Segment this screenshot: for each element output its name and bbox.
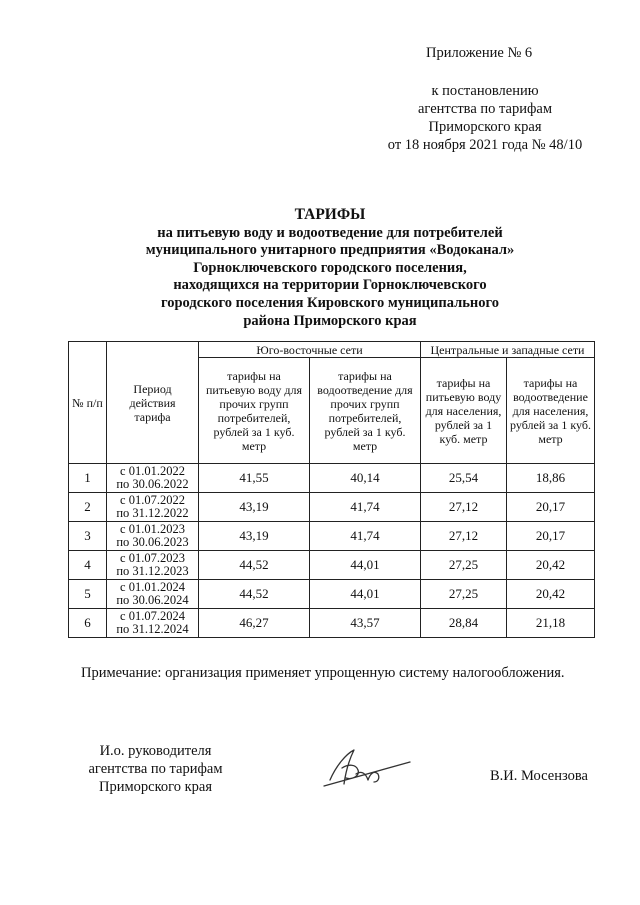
document-title: ТАРИФЫ [294,206,366,223]
appendix-line: от 18 ноября 2021 года № 48/10 [387,137,583,153]
period-from: с 01.01.2022 [120,464,185,478]
heading-line: находящихся на территории Горноключевского [173,277,487,294]
header-se-drain: тарифы на водоотведение для прочих групп потребителей, рублей за 1 куб. метр [310,358,421,464]
period-to: по 30.06.2022 [116,477,189,491]
document-heading [60,206,600,330]
row-num: 1 [69,464,107,493]
tariff-table [68,341,595,638]
appendix-details [380,82,590,154]
table-row [69,609,595,638]
row-period [107,609,199,638]
row-period [107,464,199,493]
appendix-title: Приложение № 6 [426,45,533,61]
period-to: по 30.06.2024 [116,593,189,607]
period-from: с 01.07.2024 [120,609,185,623]
row-num: 5 [69,580,107,609]
cell-se-water: 44,52 [199,551,310,580]
header-cw-water: тарифы на питьевую воду для населения, рублей за 1 куб. метр [421,358,507,464]
header-num: № п/п [69,342,107,464]
cell-se-drain: 44,01 [310,551,421,580]
cell-se-drain: 43,57 [310,609,421,638]
period-to: по 31.12.2024 [116,622,189,636]
cell-cw-water: 27,12 [421,493,507,522]
header-group-southeast: Юго-восточные сети [199,342,421,358]
period-to: по 30.06.2023 [116,535,189,549]
table-row [69,580,595,609]
cell-se-water: 46,27 [199,609,310,638]
heading-line: городского поселения Кировского муниципального [161,294,499,311]
tax-note: Примечание: организация применяет упрощенную систему налогообложения. [81,665,565,681]
row-period [107,522,199,551]
cell-cw-water: 27,25 [421,551,507,580]
cell-cw-drain: 21,18 [507,609,595,638]
heading-line: района Приморского края [243,312,417,329]
period-from: с 01.01.2024 [120,580,185,594]
role-line: И.о. руководителя [99,743,212,759]
row-period [107,580,199,609]
heading-line: Горноключевского городского поселения, [193,259,467,276]
cell-cw-water: 27,12 [421,522,507,551]
cell-se-water: 43,19 [199,493,310,522]
appendix-line: к постановлению [431,83,539,99]
cell-cw-drain: 20,17 [507,522,595,551]
cell-se-water: 44,52 [199,580,310,609]
period-from: с 01.01.2023 [120,522,185,536]
heading-line: муниципального унитарного предприятия «Водоканал» [145,242,515,259]
heading-line: на питьевую воду и водоотведение для потребителей [157,224,503,241]
header-se-water: тарифы на питьевую воду для прочих групп потребителей, рублей за 1 куб. метр [199,358,310,464]
cell-cw-water: 28,84 [421,609,507,638]
row-num: 4 [69,551,107,580]
appendix-block [380,44,590,154]
role-line: агентства по тарифам [88,761,223,777]
table-row [69,464,595,493]
role-line: Приморского края [98,779,212,795]
cell-cw-water: 25,54 [421,464,507,493]
header-group-central-west: Центральные и западные сети [421,342,595,358]
row-num: 2 [69,493,107,522]
cell-se-water: 41,55 [199,464,310,493]
table-row [69,551,595,580]
signatory-role [88,742,223,796]
appendix-line: агентства по тарифам [418,101,552,117]
header-cw-drain: тарифы на водоотведение для населения, рублей за 1 куб. метр [507,358,595,464]
cell-cw-water: 27,25 [421,580,507,609]
period-to: по 31.12.2022 [116,506,189,520]
period-from: с 01.07.2023 [120,551,185,565]
handwritten-signature-icon [320,744,412,790]
row-period [107,493,199,522]
row-period [107,551,199,580]
appendix-line: Приморского края [428,119,542,135]
cell-cw-drain: 20,42 [507,580,595,609]
cell-cw-drain: 20,42 [507,551,595,580]
cell-se-drain: 44,01 [310,580,421,609]
cell-se-drain: 41,74 [310,522,421,551]
header-period: Период действия тарифа [107,342,199,464]
cell-se-drain: 41,74 [310,493,421,522]
table-row [69,522,595,551]
cell-se-water: 43,19 [199,522,310,551]
period-from: с 01.07.2022 [120,493,185,507]
row-num: 3 [69,522,107,551]
period-to: по 31.12.2023 [116,564,189,578]
cell-cw-drain: 20,17 [507,493,595,522]
cell-se-drain: 40,14 [310,464,421,493]
row-num: 6 [69,609,107,638]
table-row [69,493,595,522]
cell-cw-drain: 18,86 [507,464,595,493]
signatory-name: В.И. Мосензова [490,768,588,784]
